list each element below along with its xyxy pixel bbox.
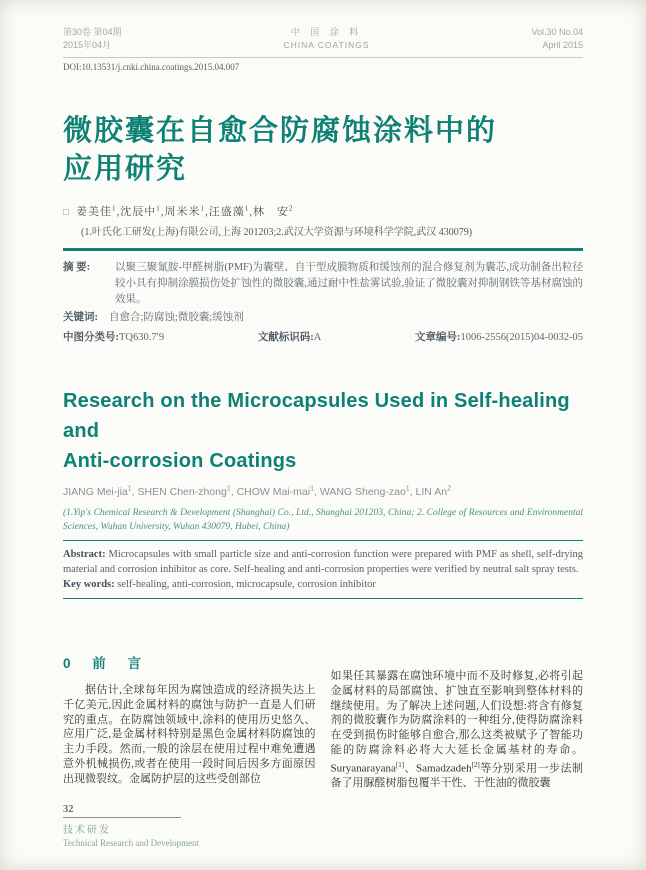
authors-en-list: JIANG Mei-jia$^1$, SHEN Chen-zhong$^1$, CHOW Mai-mai$^1$, WANG Sheng-zao$^1$, LIN An$^2$	[63, 485, 451, 498]
abstract-en-bottom-rule	[63, 598, 583, 599]
document-code: 文献标识码:A	[257, 332, 322, 343]
volume-issue-cn: 第30卷 第04期	[63, 27, 122, 37]
article-title-en	[63, 386, 583, 476]
abstract-cn-text: 以聚三聚氰胺-甲醛树脂(PMF)为囊壁、自干型成膜物质和缓蚀剂的混合修复剂为囊芯,成功制备出粒径较小具有抑制涂膜损伤处扩蚀性的微胶囊,通过耐中性盐雾试验,验证了微胶囊对抑制钢铁等基材腐蚀的效果。	[115, 262, 583, 305]
abstract-en-text: Microcapsules with small particle size and anti-corrosion function were prepared with PMF as shell, self-drying material and corrosion inhibitor as core. Self-healing and anti-corrosion properties were verified by neutral salt spray tests.	[63, 548, 583, 575]
authors-cn	[63, 203, 583, 219]
article-title-en-line2: Anti-corrosion Coatings	[63, 450, 297, 472]
article-title-en-line1: Research on the Microcapsules Used in Self-healing and	[63, 390, 570, 442]
masthead-left	[63, 26, 122, 52]
abstract-cn-block	[63, 260, 583, 346]
page-footer	[63, 804, 199, 848]
page-number: 32	[63, 804, 74, 815]
journal-name-en: CHINA COATINGS	[283, 40, 370, 50]
keywords-en-paragraph	[63, 577, 583, 592]
keywords-cn-row	[63, 310, 583, 326]
volume-issue-en: Vol.30 No.04	[531, 27, 583, 37]
journal-masthead	[63, 26, 583, 52]
section-heading-preface: 0 前 言	[63, 656, 151, 671]
doi-line: DOI:10.13531/j.cnki.china.coatings.2015.04.007	[63, 62, 240, 72]
right-column-paragraph: 如果任其暴露在腐蚀环境中而不及时修复,必将引起金属材料的局部腐蚀、扩蚀直至影响到整体材料的继续使用。为了解决上述问题,人们设想:将含有修复剂的微胶囊作为防腐涂料的一种组分,使得防腐涂料在受到损伤时能够自愈合,那么这类被赋予了智能功能的防腐涂料必将大大延长金属基材的寿命。Suryanarayana[1]、Samadzadeh[2]等分别采用一步法制备了用脲醛树脂包覆半干性、干性油的微胶囊	[330, 670, 584, 790]
footer-divider	[63, 817, 181, 818]
abstract-en-top-rule	[63, 540, 583, 541]
date-cn: 2015年04月	[63, 40, 112, 50]
clc-number: 中图分类号:TQ630.7′9	[63, 332, 165, 343]
masthead-center	[283, 26, 369, 52]
abstract-en-label: Abstract:	[63, 548, 106, 560]
author-marker-icon: □	[63, 207, 71, 218]
abstract-en-paragraph	[63, 547, 583, 577]
masthead-right	[531, 26, 583, 52]
keywords-cn-text: 自愈合;防腐蚀;微胶囊;缓蚀剂	[109, 312, 244, 323]
right-column	[331, 652, 584, 791]
abstract-en-block	[63, 547, 583, 592]
classification-row	[63, 330, 583, 346]
date-en: April 2015	[542, 40, 583, 50]
article-id: 文章编号:1006-2556(2015)04-0032-05	[415, 332, 583, 343]
authors-cn-list: 姜美佳$^1$,沈辰中$^1$,周米米$^1$,汪盛藻$^1$,林 安$^2$	[76, 204, 294, 218]
footer-column-name-en: Technical Research and Development	[63, 838, 200, 848]
body-section	[63, 652, 583, 791]
keywords-en-text: self-healing, anti-corrosion, microcapsule, corrosion inhibitor	[117, 578, 376, 590]
abstract-cn-label: 摘 要:	[63, 262, 91, 273]
masthead-divider	[63, 57, 583, 58]
article-title-cn	[63, 112, 583, 188]
affiliation-cn: (1.叶氏化工研发(上海)有限公司,上海 201203;2.武汉大学资源与环境科学学院,武汉 430079)	[81, 227, 473, 238]
footer-column-name-cn: 技术研发	[63, 825, 111, 836]
abstract-cn-row	[63, 260, 583, 308]
two-column-text	[63, 652, 583, 791]
journal-name-cn: 中 国 涂 料	[290, 27, 363, 37]
keywords-cn-label: 关键词:	[63, 312, 98, 323]
article-title-cn-line1: 微胶囊在自愈合防腐蚀涂料中的	[63, 115, 498, 147]
article-title-cn-line2: 应用研究	[63, 153, 188, 185]
left-column-paragraph: 据估计,全球每年因为腐蚀造成的经济损失达上千亿美元,因此金属材料的腐蚀与防护一直是人们研究的重点。在防腐蚀领域中,涂料的使用历史悠久、应用广泛,是金属材料特别是黑色金属材料防腐蚀的主力手段。然而,一般的涂层在使用过程中难免遭遇意外机械损伤,或者在使用一段时间后因多方面原因出现微裂纹。金属防护层的这些受创部位	[63, 684, 316, 785]
affiliation-en: (1.Yip's Chemical Research & Development (Shanghai) Co., Ltd., Shanghai 201203, China; 2. College of Resources and Environmental Sciences, Wuhan University, Wuhan 430079, Hubei, China)	[63, 507, 583, 532]
authors-en	[63, 485, 583, 498]
keywords-en-label: Key words:	[63, 578, 115, 590]
abstract-top-rule	[63, 248, 583, 251]
left-column	[63, 652, 316, 791]
